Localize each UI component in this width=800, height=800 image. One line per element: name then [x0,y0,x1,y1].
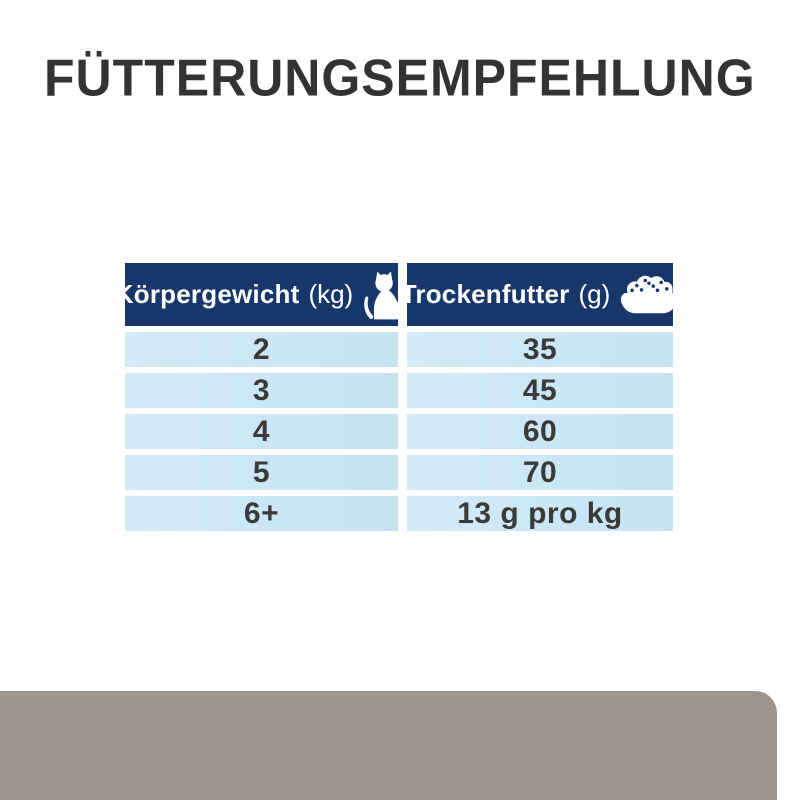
header-cell-dry-food [400,263,673,326]
header-cell-body-weight [114,263,398,326]
weight-cell-row1: 2 [125,332,398,367]
weight-cell-row5: 6+ [125,496,398,531]
weight-cell-row3: 4 [125,414,398,449]
food-cell-row2: 45 [407,373,673,408]
food-cell-row1: 35 [407,332,673,367]
feeding-table [114,263,673,531]
food-bowl-icon [619,274,679,316]
weight-cell-row2: 3 [125,373,398,408]
weight-cell-row4: 5 [125,455,398,490]
dry-food-label: Trockenfutter [400,279,570,309]
food-cell-row5: 13 g pro kg [407,496,673,531]
body-weight-unit: (kg) [308,279,354,309]
body-weight-label: Körpergewicht [114,279,300,309]
footer-gray-panel [0,691,777,800]
dry-food-unit: (g) [578,279,611,309]
food-cell-row3: 60 [407,414,673,449]
page-title: FÜTTERUNGSEMPFEHLUNG [44,48,756,108]
food-cell-row4: 70 [407,455,673,490]
